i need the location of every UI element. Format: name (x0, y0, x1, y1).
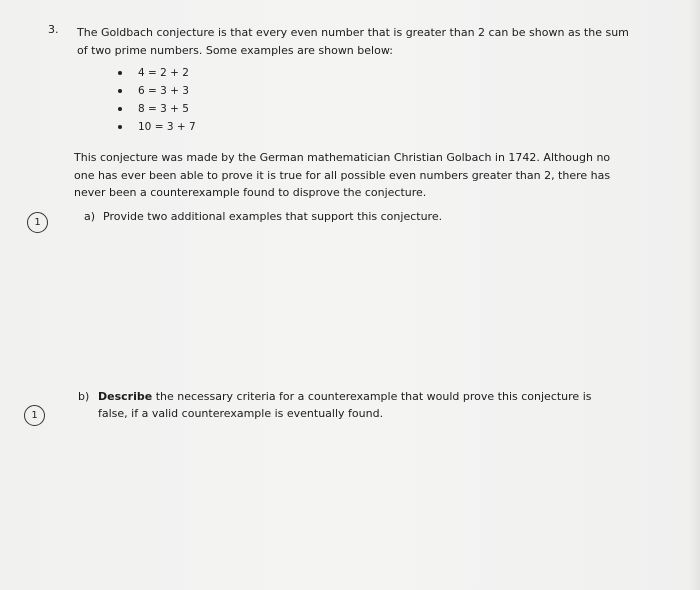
bullet-icon (118, 71, 122, 75)
list-item (118, 118, 196, 136)
part-b-letter: b) (78, 390, 90, 403)
part-b-body: the necessary criteria for a counterexample that would prove this conjecture is false, if a valid counterexample is eventually found. (98, 390, 592, 420)
marks-badge-a: 1 (27, 212, 48, 233)
list-item (118, 100, 196, 118)
part-b-keyword: Describe (98, 390, 153, 403)
example-equation: 4 = 2 + 2 (138, 67, 189, 79)
examples-list (118, 64, 196, 136)
example-equation: 6 = 3 + 3 (138, 85, 189, 97)
list-item (118, 64, 196, 82)
question-intro: The Goldbach conjecture is that every even number that is greater than 2 can be shown as the sum of two prime numbers. Some examples are shown below: (77, 26, 629, 57)
example-equation: 8 = 3 + 5 (138, 103, 189, 115)
part-b-text (98, 388, 618, 422)
bullet-icon (118, 89, 122, 93)
marks-badge-b: 1 (24, 405, 45, 426)
part-a-letter: a) (84, 210, 96, 223)
history-paragraph: This conjecture was made by the German mathematician Christian Golbach in 1742. Although no one has ever been able to prove it is true for all possible even numbers greater than 2, there has never been a counterexample found to disprove the conjecture. (74, 151, 611, 199)
bullet-icon (118, 107, 122, 111)
bullet-icon (118, 125, 122, 129)
list-item (118, 82, 196, 100)
part-b (78, 388, 638, 422)
part-a-text: Provide two additional examples that support this conjecture. (103, 210, 443, 223)
part-a (84, 208, 644, 225)
question-number: 3. (48, 23, 59, 36)
page-edge-shadow (688, 0, 700, 590)
example-equation: 10 = 3 + 7 (138, 121, 196, 133)
